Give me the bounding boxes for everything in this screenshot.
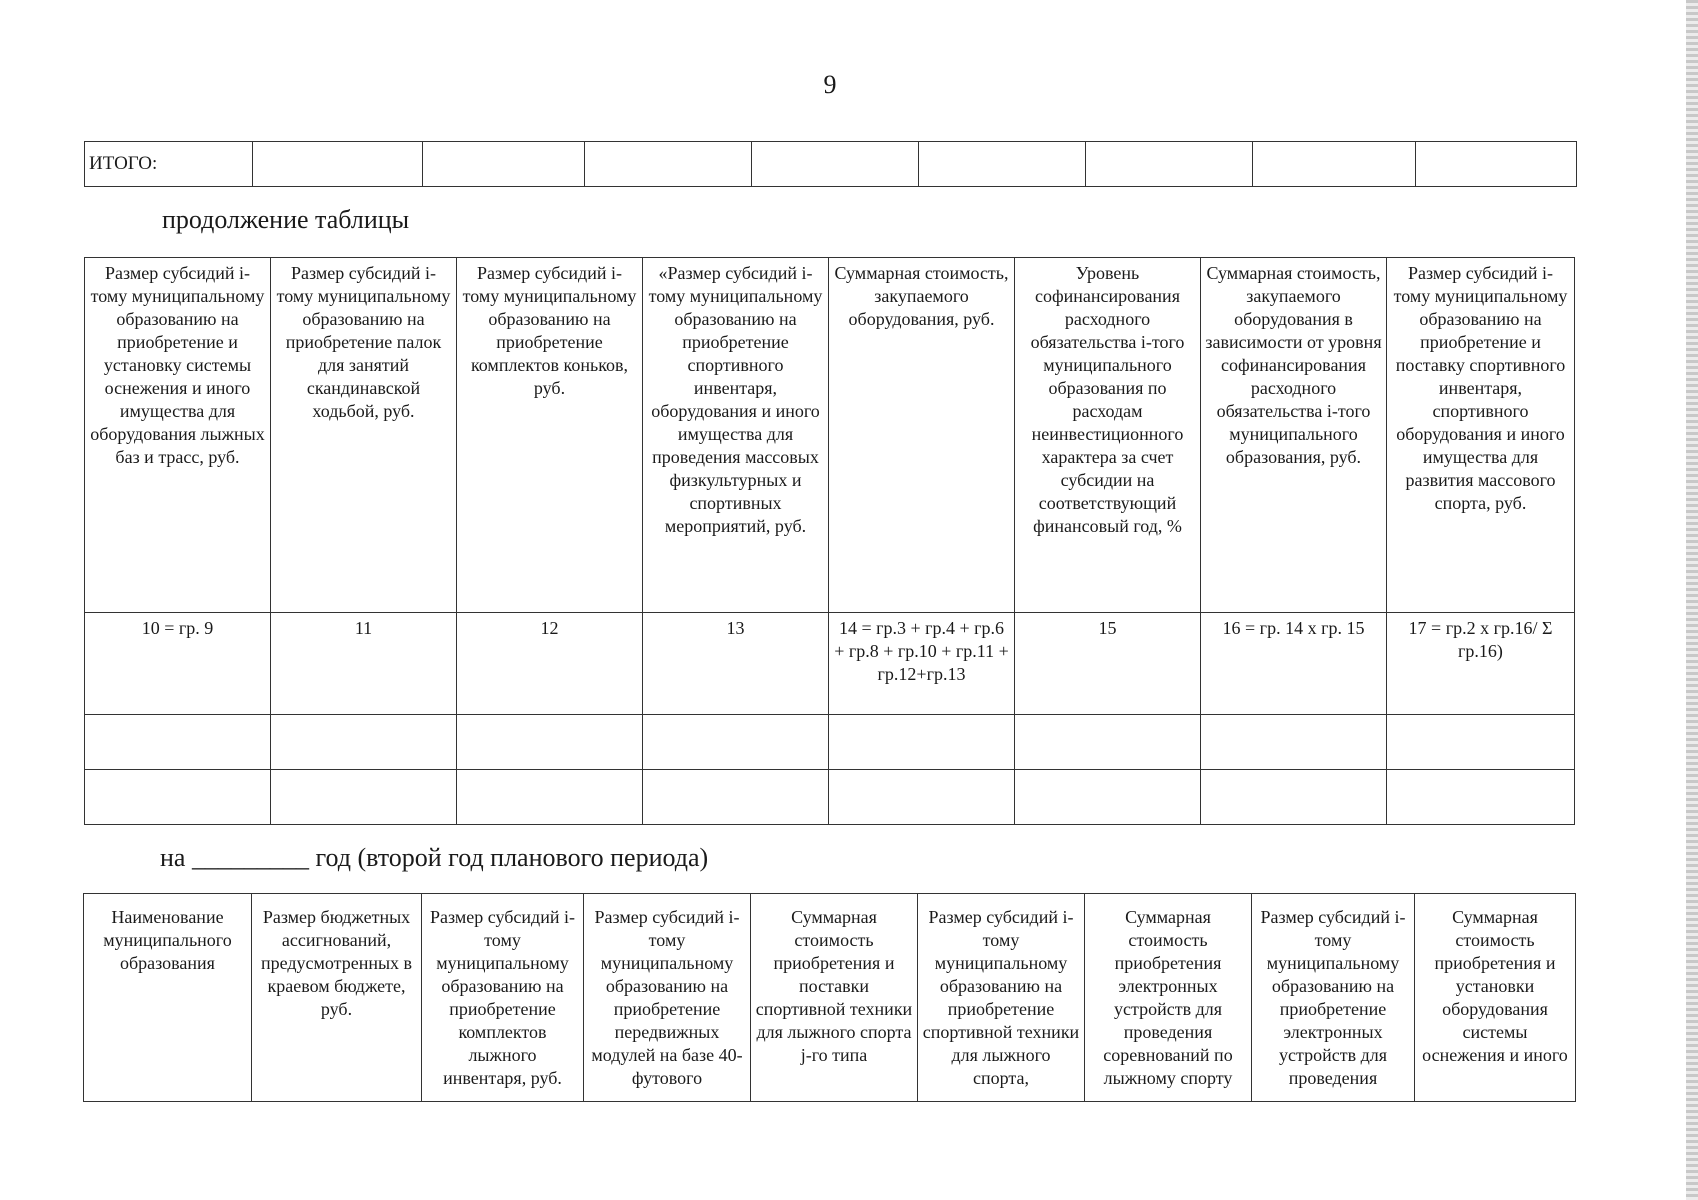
header-cell: Размер субсидий i-тому муниципальному образованию на приобретение и установку системы оснежения и иного имущества для оборудования лыжных баз и трасс, руб.	[85, 258, 271, 613]
header-cell: Суммарная стоимость, закупаемого оборудования, руб.	[829, 258, 1015, 613]
page-number: 9	[823, 70, 837, 99]
empty-cell	[829, 715, 1015, 770]
column-number: 14 = гр.3 + гр.4 + гр.6 + гр.8 + гр.10 + гр.11 + гр.12+гр.13	[829, 613, 1015, 715]
empty-cell	[1015, 770, 1201, 825]
column-number: 13	[643, 613, 829, 715]
empty-cell	[752, 142, 919, 187]
empty-cell	[457, 770, 643, 825]
column-number: 15	[1015, 613, 1201, 715]
empty-cell	[829, 770, 1015, 825]
header-cell: Размер бюджетных ассигнований, предусмотренных в краевом бюджете, руб.	[252, 894, 422, 1102]
empty-cell	[1387, 770, 1575, 825]
header-cell: Размер субсидий i-тому муниципальному образованию на приобретение спортивной техники для лыжного спорта,	[918, 894, 1085, 1102]
header-cell: Суммарная стоимость приобретения и установки оборудования системы оснежения и иного	[1415, 894, 1576, 1102]
header-cell: Размер субсидий i-тому муниципальному образованию на приобретение и поставку спортивного инвентаря, спортивного оборудования и иного имущества для развития массового спорта, руб.	[1387, 258, 1575, 613]
empty-cell	[271, 715, 457, 770]
table-row	[85, 770, 1575, 825]
empty-cell	[1387, 715, 1575, 770]
column-number: 10 = гр. 9	[85, 613, 271, 715]
empty-cell	[271, 770, 457, 825]
table-row	[85, 715, 1575, 770]
header-cell: Размер субсидий i-тому муниципальному образованию на приобретение электронных устройств для проведения	[1252, 894, 1415, 1102]
column-number: 11	[271, 613, 457, 715]
second-year-table	[83, 893, 1576, 1102]
itogo-table	[84, 141, 1577, 187]
empty-cell	[85, 770, 271, 825]
empty-cell	[1253, 142, 1416, 187]
empty-cell	[423, 142, 585, 187]
empty-cell	[457, 715, 643, 770]
empty-cell	[643, 770, 829, 825]
header-cell: Суммарная стоимость приобретения и поставки спортивной техники для лыжного спорта j-го типа	[751, 894, 918, 1102]
page-edge	[1686, 0, 1698, 1200]
empty-cell	[1201, 715, 1387, 770]
header-cell: Наименование муниципального образования	[84, 894, 252, 1102]
continuation-heading: продолжение таблицы	[162, 205, 410, 234]
empty-cell	[253, 142, 423, 187]
year-heading: на _________ год (второй год планового периода)	[160, 843, 709, 872]
column-number: 16 = гр. 14 х гр. 15	[1201, 613, 1387, 715]
itogo-label: ИТОГО:	[85, 142, 253, 187]
empty-cell	[1086, 142, 1253, 187]
header-cell: Размер субсидий i-тому муниципальному образованию на приобретение передвижных модулей на базе 40-футового	[584, 894, 751, 1102]
header-cell: Размер субсидий i-тому муниципальному образованию на приобретение комплектов лыжного инвентаря, руб.	[422, 894, 584, 1102]
empty-cell	[919, 142, 1086, 187]
header-cell: Размер субсидий i-тому муниципальному образованию на приобретение палок для занятий скандинавской ходьбой, руб.	[271, 258, 457, 613]
header-cell: Суммарная стоимость, закупаемого оборудования в зависимости от уровня софинансирования расходного обязательства i-того муниципального образования, руб.	[1201, 258, 1387, 613]
continuation-table	[84, 257, 1575, 825]
header-cell: Размер субсидий i-тому муниципальному образованию на приобретение комплектов коньков, руб.	[457, 258, 643, 613]
empty-cell	[85, 715, 271, 770]
empty-cell	[1416, 142, 1577, 187]
column-number: 17 = гр.2 х гр.16/ Σ гр.16)	[1387, 613, 1575, 715]
header-cell: Суммарная стоимость приобретения электронных устройств для проведения соревнований по лыжному спорту	[1085, 894, 1252, 1102]
empty-cell	[643, 715, 829, 770]
empty-cell	[1201, 770, 1387, 825]
empty-cell	[585, 142, 752, 187]
header-cell: «Размер субсидий i-тому муниципальному образованию на приобретение спортивного инвентаря, оборудования и иного имущества для проведения массовых физкультурных и спортивных мероприятий, руб.	[643, 258, 829, 613]
column-number: 12	[457, 613, 643, 715]
empty-cell	[1015, 715, 1201, 770]
header-cell: Уровень софинансирования расходного обязательства i-того муниципального образования по расходам неинвестиционного характера за счет субсидии на соответствующий финансовый год, %	[1015, 258, 1201, 613]
